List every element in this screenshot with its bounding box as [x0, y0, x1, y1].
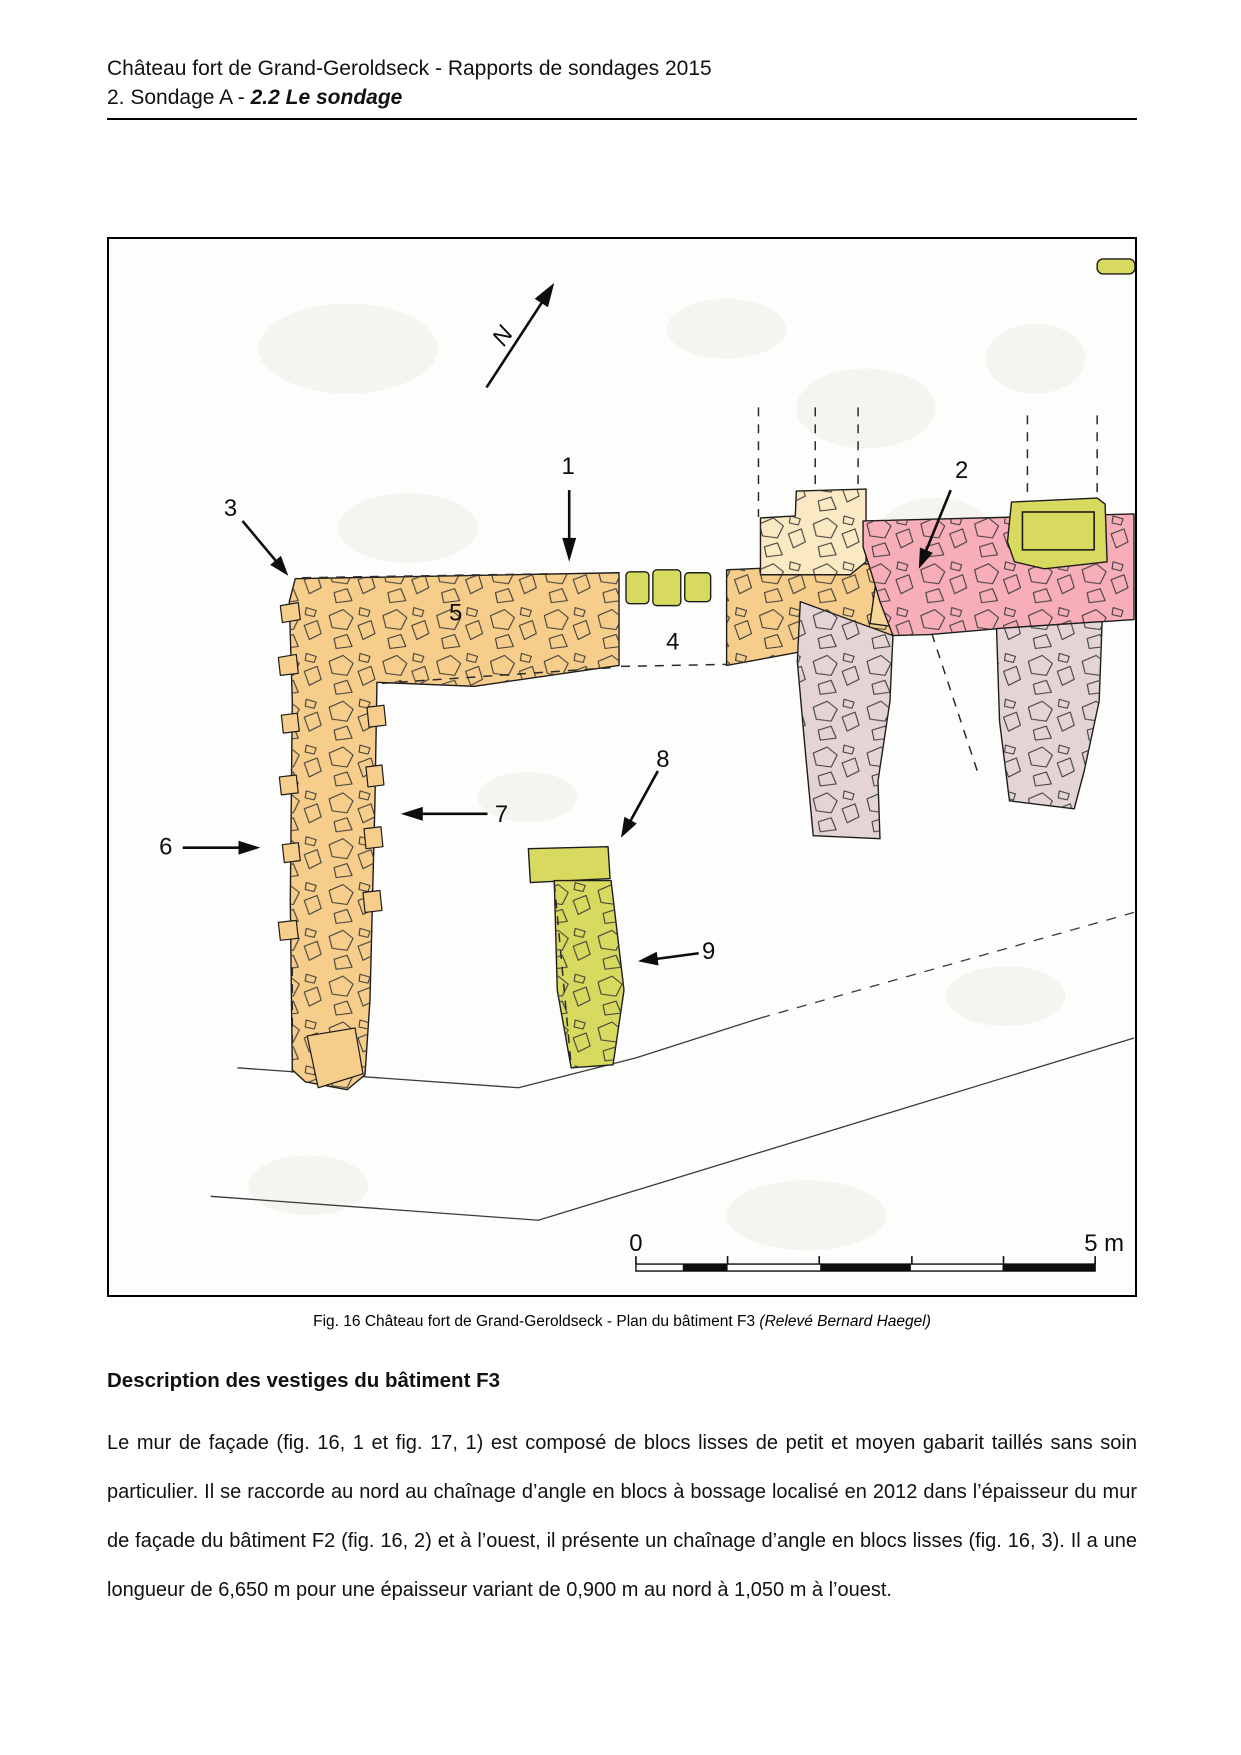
callout-6	[159, 834, 260, 861]
figure-caption-text: Fig. 16 Château fort de Grand-Geroldseck - Plan du bâtiment F3	[313, 1313, 760, 1330]
green-structure-topright	[1007, 498, 1107, 569]
header-subtitle-emphasis: 2.2 Le sondage	[250, 86, 403, 109]
mauve-pillar-right	[997, 622, 1103, 809]
scale-end-label: 5 m	[1084, 1230, 1125, 1258]
plan-label-3: 3	[223, 494, 238, 522]
section-heading: Description des vestiges du bâtiment F3	[107, 1369, 501, 1392]
plan-label-8: 8	[656, 746, 670, 774]
plan-label-6: 6	[159, 833, 173, 861]
callout-9	[638, 938, 715, 965]
callout-4	[666, 628, 679, 655]
plan-svg	[109, 239, 1135, 1295]
callout-3	[224, 495, 288, 576]
plan-label-4: 4	[666, 628, 680, 656]
callout-5	[449, 600, 462, 627]
cream-masonry-f2	[760, 489, 866, 575]
page-header	[107, 0, 1137, 120]
figure-caption-credit: (Relevé Bernard Haegel)	[759, 1313, 931, 1330]
north-label: N	[486, 321, 519, 351]
scale-start-label: 0	[629, 1230, 643, 1258]
plan-label-7: 7	[494, 800, 509, 828]
header-subtitle	[107, 83, 1137, 112]
plan-label-5: 5	[449, 599, 463, 627]
plan-label-1: 1	[561, 453, 575, 481]
green-threshold-blocks	[626, 570, 711, 606]
scale-bar	[629, 1230, 1124, 1271]
figure-caption	[107, 1313, 1137, 1331]
green-buttress	[528, 847, 624, 1068]
header-subtitle-prefix: 2. Sondage A -	[107, 86, 251, 109]
callout-1	[562, 453, 577, 562]
plan-label-9: 9	[702, 938, 716, 966]
plan-label-2: 2	[955, 457, 969, 485]
north-arrow-icon	[487, 283, 555, 388]
header-title: Château fort de Grand-Geroldseck - Rapports de sondages 2015	[107, 57, 712, 80]
callout-8	[621, 746, 669, 838]
mauve-pillar-left	[797, 602, 893, 839]
green-fragment-top-edge	[1097, 259, 1135, 274]
section-paragraph: Le mur de façade (fig. 16, 1 et fig. 17, 1) est composé de blocs lisses de petit et moyen gabarit taillés sans soin particulier. Il se raccorde au nord au chaînage d’angle en blocs à bossage localisé en 2012 dans l’épaisseur du mur de façade du bâtiment F2 (fig. 16, 2) et à l’ouest, il présente un chaînage d’angle en blocs lisses (fig. 16, 3). Il a une longueur de 6,650 m pour une épaisseur variant de 0,900 m au nord à 1,050 m à l’ouest.	[107, 1432, 1137, 1601]
figure-16-plan	[107, 237, 1137, 1297]
